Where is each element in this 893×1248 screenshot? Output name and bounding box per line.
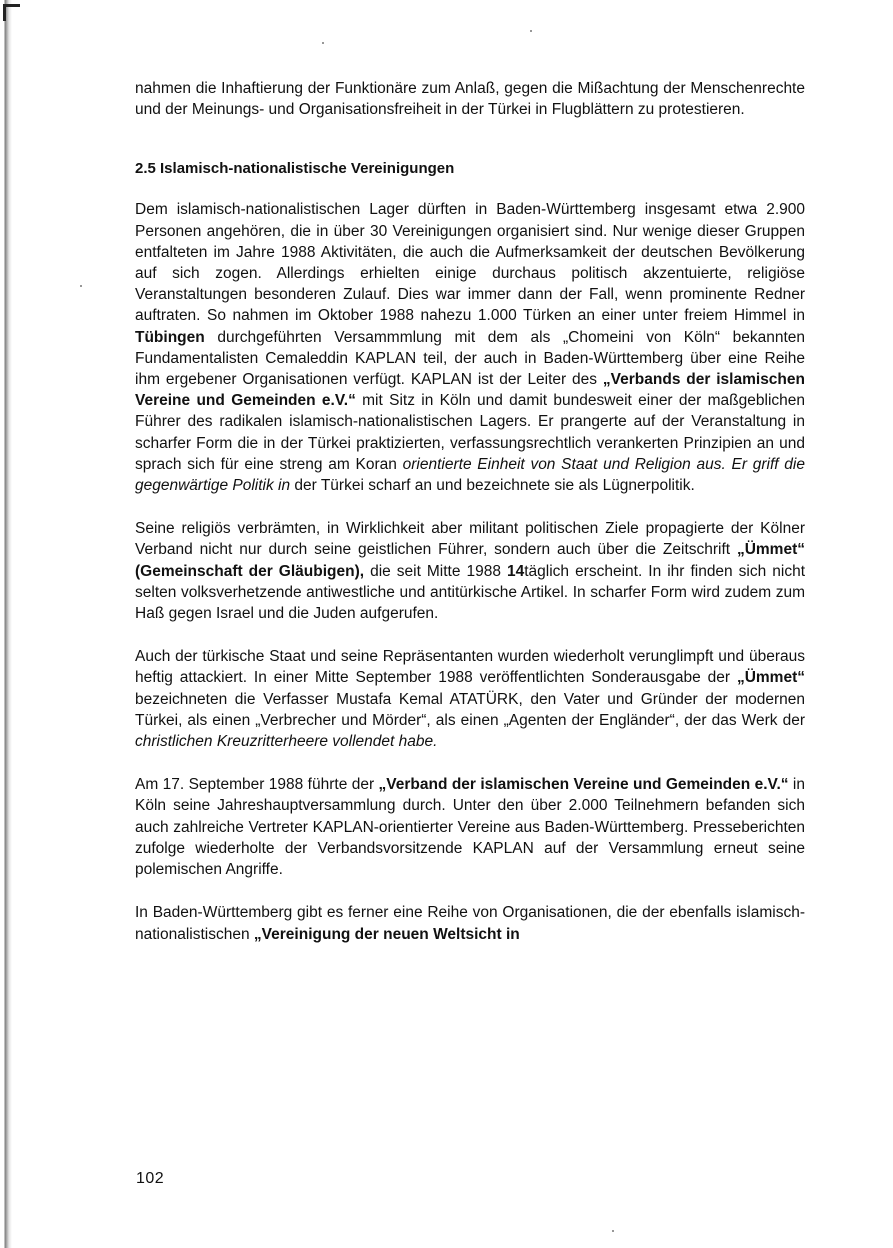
scan-speck: [530, 30, 532, 32]
corner-mark: [3, 4, 20, 21]
scan-speck: [612, 1230, 614, 1232]
page-number: 102: [136, 1170, 165, 1187]
paragraph-uemmet-magazine: Seine religiös verbrämten, in Wirklichkeit aber militant politischen Ziele propagierte der Kölner Verband nicht nur durch seine geistlichen Führer, sondern auch über die Zeitschrift „Ümmet“ (Gemeinschaft der Gläubigen), die seit Mitte 1988 14täglich erscheint. In ihr finden sich nicht selten volksverhetzende antiwestliche und antitürkische Artikel. In scharfer Form wird zudem zum Haß gegen Israel und die Juden aufgerufen.: [135, 520, 805, 623]
bold-verband-name: „Verband der islamischen Vereine und Gemeinden e.V.“: [378, 776, 789, 794]
section-heading: 2.5 Islamisch-nationalistische Vereinigungen: [135, 160, 455, 178]
scan-speck: [80, 285, 82, 287]
paragraph-continuation: nahmen die Inhaftierung der Funktionäre zum Anlaß, gegen die Mißachtung der Menschenrechte und der Meinungs- und Organisationsfreiheit in der Türkei in Flugblättern zu protestieren.: [135, 80, 805, 119]
bold-tuebingen: Tübingen: [135, 328, 205, 346]
bold-verband-name: „Verbands der islamischen Vereine und Gemeinden e.V.“: [135, 371, 805, 410]
page-content: [135, 78, 805, 945]
italic-phrase: christlichen Kreuzritterheere vollendet habe.: [135, 733, 438, 751]
scan-edge: [0, 0, 16, 1248]
bold-number: 14: [507, 562, 525, 580]
scan-speck: [322, 42, 324, 44]
paragraph-islamist-camp: Dem islamisch-nationalistischen Lager dürften in Baden-Württemberg insgesamt etwa 2.900 Personen angehören, die in über 30 Vereinigungen organisiert sind. Nur wenige dieser Gruppen entfalteten im Jahre 1988 Aktivitäten, die auch die Aufmerksamkeit der deutschen Bevölkerung auf sich zogen. Allerdings erhielten einige durchaus politisch akzentuierte, religiöse Veranstaltungen besonderen Zulauf. Dies war immer dann der Fall, wenn prominente Redner auftraten. So nahmen im Oktober 1988 nahezu 1.000 Türken an einer unter freiem Himmel in Tübingen durchgeführten Versammmlung mit dem als „Chomeini von Köln“ bekannten Fundamentalisten Cemaleddin KAPLAN teil, der auch in Baden-Württemberg über eine Reihe ihm ergebener Organisationen verfügt. KAPLAN ist der Leiter des „Verbands der islamischen Vereine und Gemeinden e.V.“ mit Sitz in Köln und damit bundesweit einer der maßgeblichen Führer des radikalen islamisch-nationalistischen Lagers. Er prangerte auf der Veranstaltung in scharfer Form die in der Türkei praktizierten, verfassungsrechtlich verankerten Prinzipien an und sprach sich für eine streng am Koran orientierte Einheit von Staat und Religion aus. Er griff die gegenwärtige Politik in der Türkei scharf an und bezeichnete sie als Lügnerpolitik.: [135, 201, 805, 495]
paragraph-turkish-state: Auch der türkische Staat und seine Repräsentanten wurden wiederholt verunglimpft und überaus heftig attackiert. In einer Mitte September 1988 veröffentlichten Sonderausgabe der „Ümmet“ bezeichneten die Verfasser Mustafa Kemal ATATÜRK, den Vater und Gründer der modernen Türkei, als einen „Verbrecher und Mörder“, als einen „Agenten der Engländer“, der das Werk der christlichen Kreuzritterheere vollendet habe.: [135, 648, 805, 751]
bold-organisation-name: „Vereinigung der neuen Weltsicht in: [253, 925, 520, 943]
bold-uemmet: „Ümmet“: [736, 669, 805, 687]
paragraph-organisations: In Baden-Württemberg gibt es ferner eine Reihe von Organisationen, die der ebenfalls islamisch-nationalistischen „Vereinigung der neuen Weltsicht in: [135, 904, 805, 943]
italic-phrase: orientierte Einheit von Staat und Religion aus. Er griff die gegenwärtige Politik in: [135, 455, 805, 495]
paragraph-annual-meeting: Am 17. September 1988 führte der „Verband der islamischen Vereine und Gemeinden e.V.“ in Köln seine Jahreshauptversammlung durch. Unter den über 2.000 Teilnehmern befanden sich auch zahlreiche Vertreter KAPLAN-orientierter Vereine aus Baden-Württemberg. Presseberichten zufolge wiederholte der Verbandsvorsitzende KAPLAN auf der Versammlung erneut seine polemischen Angriffe.: [135, 776, 805, 879]
bold-uemmet-title: „Ümmet“ (Gemeinschaft der Gläubigen),: [135, 541, 805, 580]
